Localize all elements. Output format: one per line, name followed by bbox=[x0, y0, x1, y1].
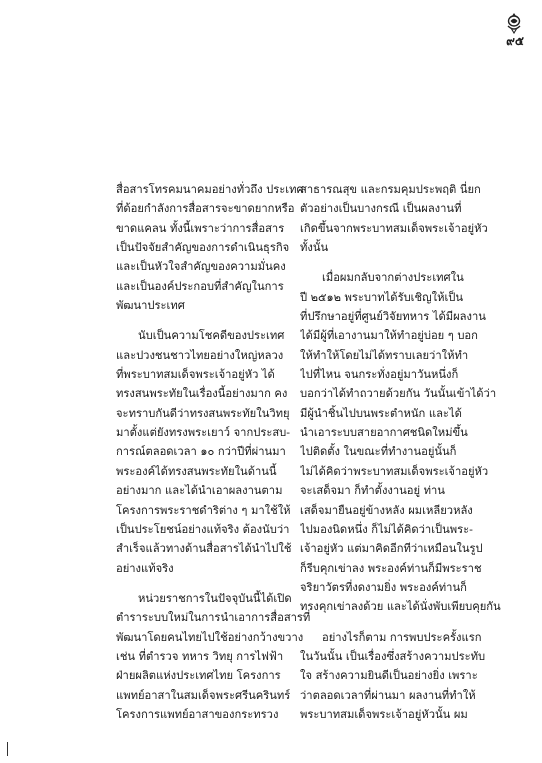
text-line: จะเสด็จมา ก็ทำตั้งงานอยู่ ท่าน bbox=[300, 484, 445, 498]
paragraph bbox=[116, 180, 321, 315]
text-line: และเป็นหัวใจสำคัญของความมั่นคง bbox=[116, 260, 286, 274]
text-line: สาธารณสุข และกรมคุมประพฤติ นี่ยก bbox=[300, 183, 481, 196]
text-line: เช่น ที่ตำรวจ ทหาร วิทยุ การไฟฟ้า bbox=[116, 649, 284, 663]
paragraph bbox=[300, 180, 505, 257]
text-line: ตัวอย่างเป็นบางกรณี เป็นผลงานที่ bbox=[300, 202, 462, 216]
page-number: ๙๕ bbox=[506, 34, 524, 48]
text-line: ไปมองนิดหนึ่ง ก็ไม่ได้คิดว่าเป็นพระ- bbox=[300, 522, 473, 536]
paragraph bbox=[300, 628, 505, 725]
text-line: ให้ทำให้โดยไม่ได้ทราบเลยว่าให้ทำ bbox=[300, 348, 469, 362]
text-line: และปวงชนชาวไทยอย่างใหญ่หลวง bbox=[116, 348, 284, 362]
text-line: เมื่อผมกลับจากต่างประเทศใน bbox=[322, 271, 464, 285]
text-line: ว่าตลอดเวลาที่ผ่านมา ผลงานที่ทำให้ bbox=[300, 688, 476, 702]
text-line: พระบาทสมเด็จพระเจ้าอยู่หัวนั้น ผม bbox=[300, 707, 468, 721]
text-line: โครงการแพทย์อาสาของกระทรวง bbox=[116, 707, 279, 721]
text-line: แพทย์อาสาในสมเด็จพระศรีนครินทร์ bbox=[116, 688, 291, 702]
paragraph bbox=[300, 268, 505, 616]
text-line: มีผู้นำชิ้นไปบนพระตำหนัก และได้ bbox=[300, 406, 462, 420]
text-line: ก็รีบคุกเข่าลง พระองค์ท่านก็มีพระราช bbox=[300, 561, 482, 575]
text-line: เป็นปัจจัยสำคัญของการดำเนินธุรกิจ bbox=[116, 241, 290, 255]
text-line: อย่างไรก็ตาม การพบประครั้งแรก bbox=[322, 630, 482, 644]
text-line: สำเร็จแล้วทางด้านสื่อสารได้นำไปใช้ bbox=[116, 542, 292, 556]
text-line: ปี ๒๕๑๒ พระบาทได้รับเชิญให้เป็น bbox=[300, 290, 464, 304]
text-line: จะทราบกันดีว่าทรงสนพระทัยในวิทยุ bbox=[116, 406, 290, 420]
text-line: ทั้งนั้น bbox=[300, 241, 329, 255]
text-line: พัฒนาโดยคนไทยไปใช้อย่างกว้างขวาง bbox=[116, 630, 304, 644]
text-line: พระองค์ได้ทรงสนพระทัยในด้านนี้ bbox=[116, 464, 277, 478]
text-line: มาตั้งแต่ยังทรงพระเยาว์ จากประสบ- bbox=[116, 426, 291, 440]
text-line: ในวันนั้น เป็นเรื่องซึ่งสร้างความประทับ bbox=[300, 649, 486, 663]
text-line: อย่างมาก และได้นำเอาผลงานตาม bbox=[116, 484, 283, 498]
text-line: บอกว่าได้ทำถวายด้วยกัน วันนั้นเข้าได้ว่า bbox=[300, 387, 497, 401]
text-line: เป็นประโยชน์อย่างแท้จริง ต้องนับว่า bbox=[116, 522, 290, 536]
text-line: ไปติดตั้ง ในขณะที่ทำงานอยู่นั้นก็ bbox=[300, 445, 457, 459]
text-line: หน่วยราชการในปัจจุบันนี้ได้เปิด bbox=[138, 591, 292, 605]
text-line: ทรงคุกเข่าลงด้วย และได้นั่งพับเพียบคุยกัน bbox=[300, 600, 501, 614]
text-line: ตำราระบบใหม่ในการนำเอาการสื่อสารที่ bbox=[116, 611, 311, 625]
text-line: จริยาวัตรที่งดงามยิ่ง พระองค์ท่านก็ bbox=[300, 580, 467, 594]
text-line: ขาดแคลน ทั้งนี้เพราะว่าการสื่อสาร bbox=[116, 221, 285, 235]
text-line: ที่พระบาทสมเด็จพระเจ้าอยู่หัว ได้ bbox=[116, 368, 275, 382]
text-line: ได้มีผู้ที่เอางานมาให้ทำอยู่บ่อย ๆ บอก bbox=[300, 329, 478, 343]
right-column bbox=[300, 180, 505, 724]
text-line: การณ์ตลอดเวลา ๑๐ กว่าปีที่ผ่านมา bbox=[116, 445, 286, 459]
text-line: ฝ่ายผลิตแห่งประเทศไทย โครงการ bbox=[116, 669, 281, 683]
text-line: พัฒนาประเทศ bbox=[116, 299, 185, 313]
paragraph bbox=[116, 589, 321, 724]
text-line: โครงการพระราชดำริต่าง ๆ มาใช้ให้ bbox=[116, 503, 291, 517]
margin-mark bbox=[7, 742, 8, 756]
text-line: อย่างแท้จริง bbox=[116, 561, 174, 575]
text-line: นำเอาระบบสายอากาศชนิดใหม่ขึ้น bbox=[300, 426, 468, 440]
text-line: เสด็จมายืนอยู่ข้างหลัง ผมเหลียวหลัง bbox=[300, 503, 473, 517]
text-line: และเป็นองค์ประกอบที่สำคัญในการ bbox=[116, 279, 284, 293]
text-line: ที่ปรึกษาอยู่ที่ศูนย์วิจัยทหาร ได้มีผลงาน bbox=[300, 310, 486, 324]
text-line: ไม่ได้คิดว่าพระบาทสมเด็จพระเจ้าอยู่หัว bbox=[300, 464, 489, 478]
text-line: ทรงสนพระทัยในเรื่องนี้อย่างมาก คง bbox=[116, 387, 288, 401]
left-column bbox=[116, 180, 321, 724]
royal-emblem-icon bbox=[505, 12, 523, 34]
text-line: ที่ด้อยกำลังการสื่อสารจะขาดยากหรือ bbox=[116, 202, 295, 216]
text-line: นับเป็นความโชคดีของประเทศ bbox=[138, 329, 285, 343]
paragraph bbox=[116, 326, 321, 577]
text-line: เกิดขึ้นจากพระบาทสมเด็จพระเจ้าอยู่หัว bbox=[300, 221, 488, 235]
text-line: เจ้าอยู่หัว แต่มาคิดอีกทีว่าเหมือนในรูป bbox=[300, 542, 483, 556]
text-line: ไปที่ไหน จนกระทั่งอยู่มาวันหนึ่งก็ bbox=[300, 368, 459, 382]
text-line: สื่อสารโทรคมนาคมอย่างทั่วถึง ประเทศ bbox=[116, 183, 304, 196]
text-line: ใจ สร้างความยินดีเป็นอย่างยิ่ง เพราะ bbox=[300, 669, 478, 683]
